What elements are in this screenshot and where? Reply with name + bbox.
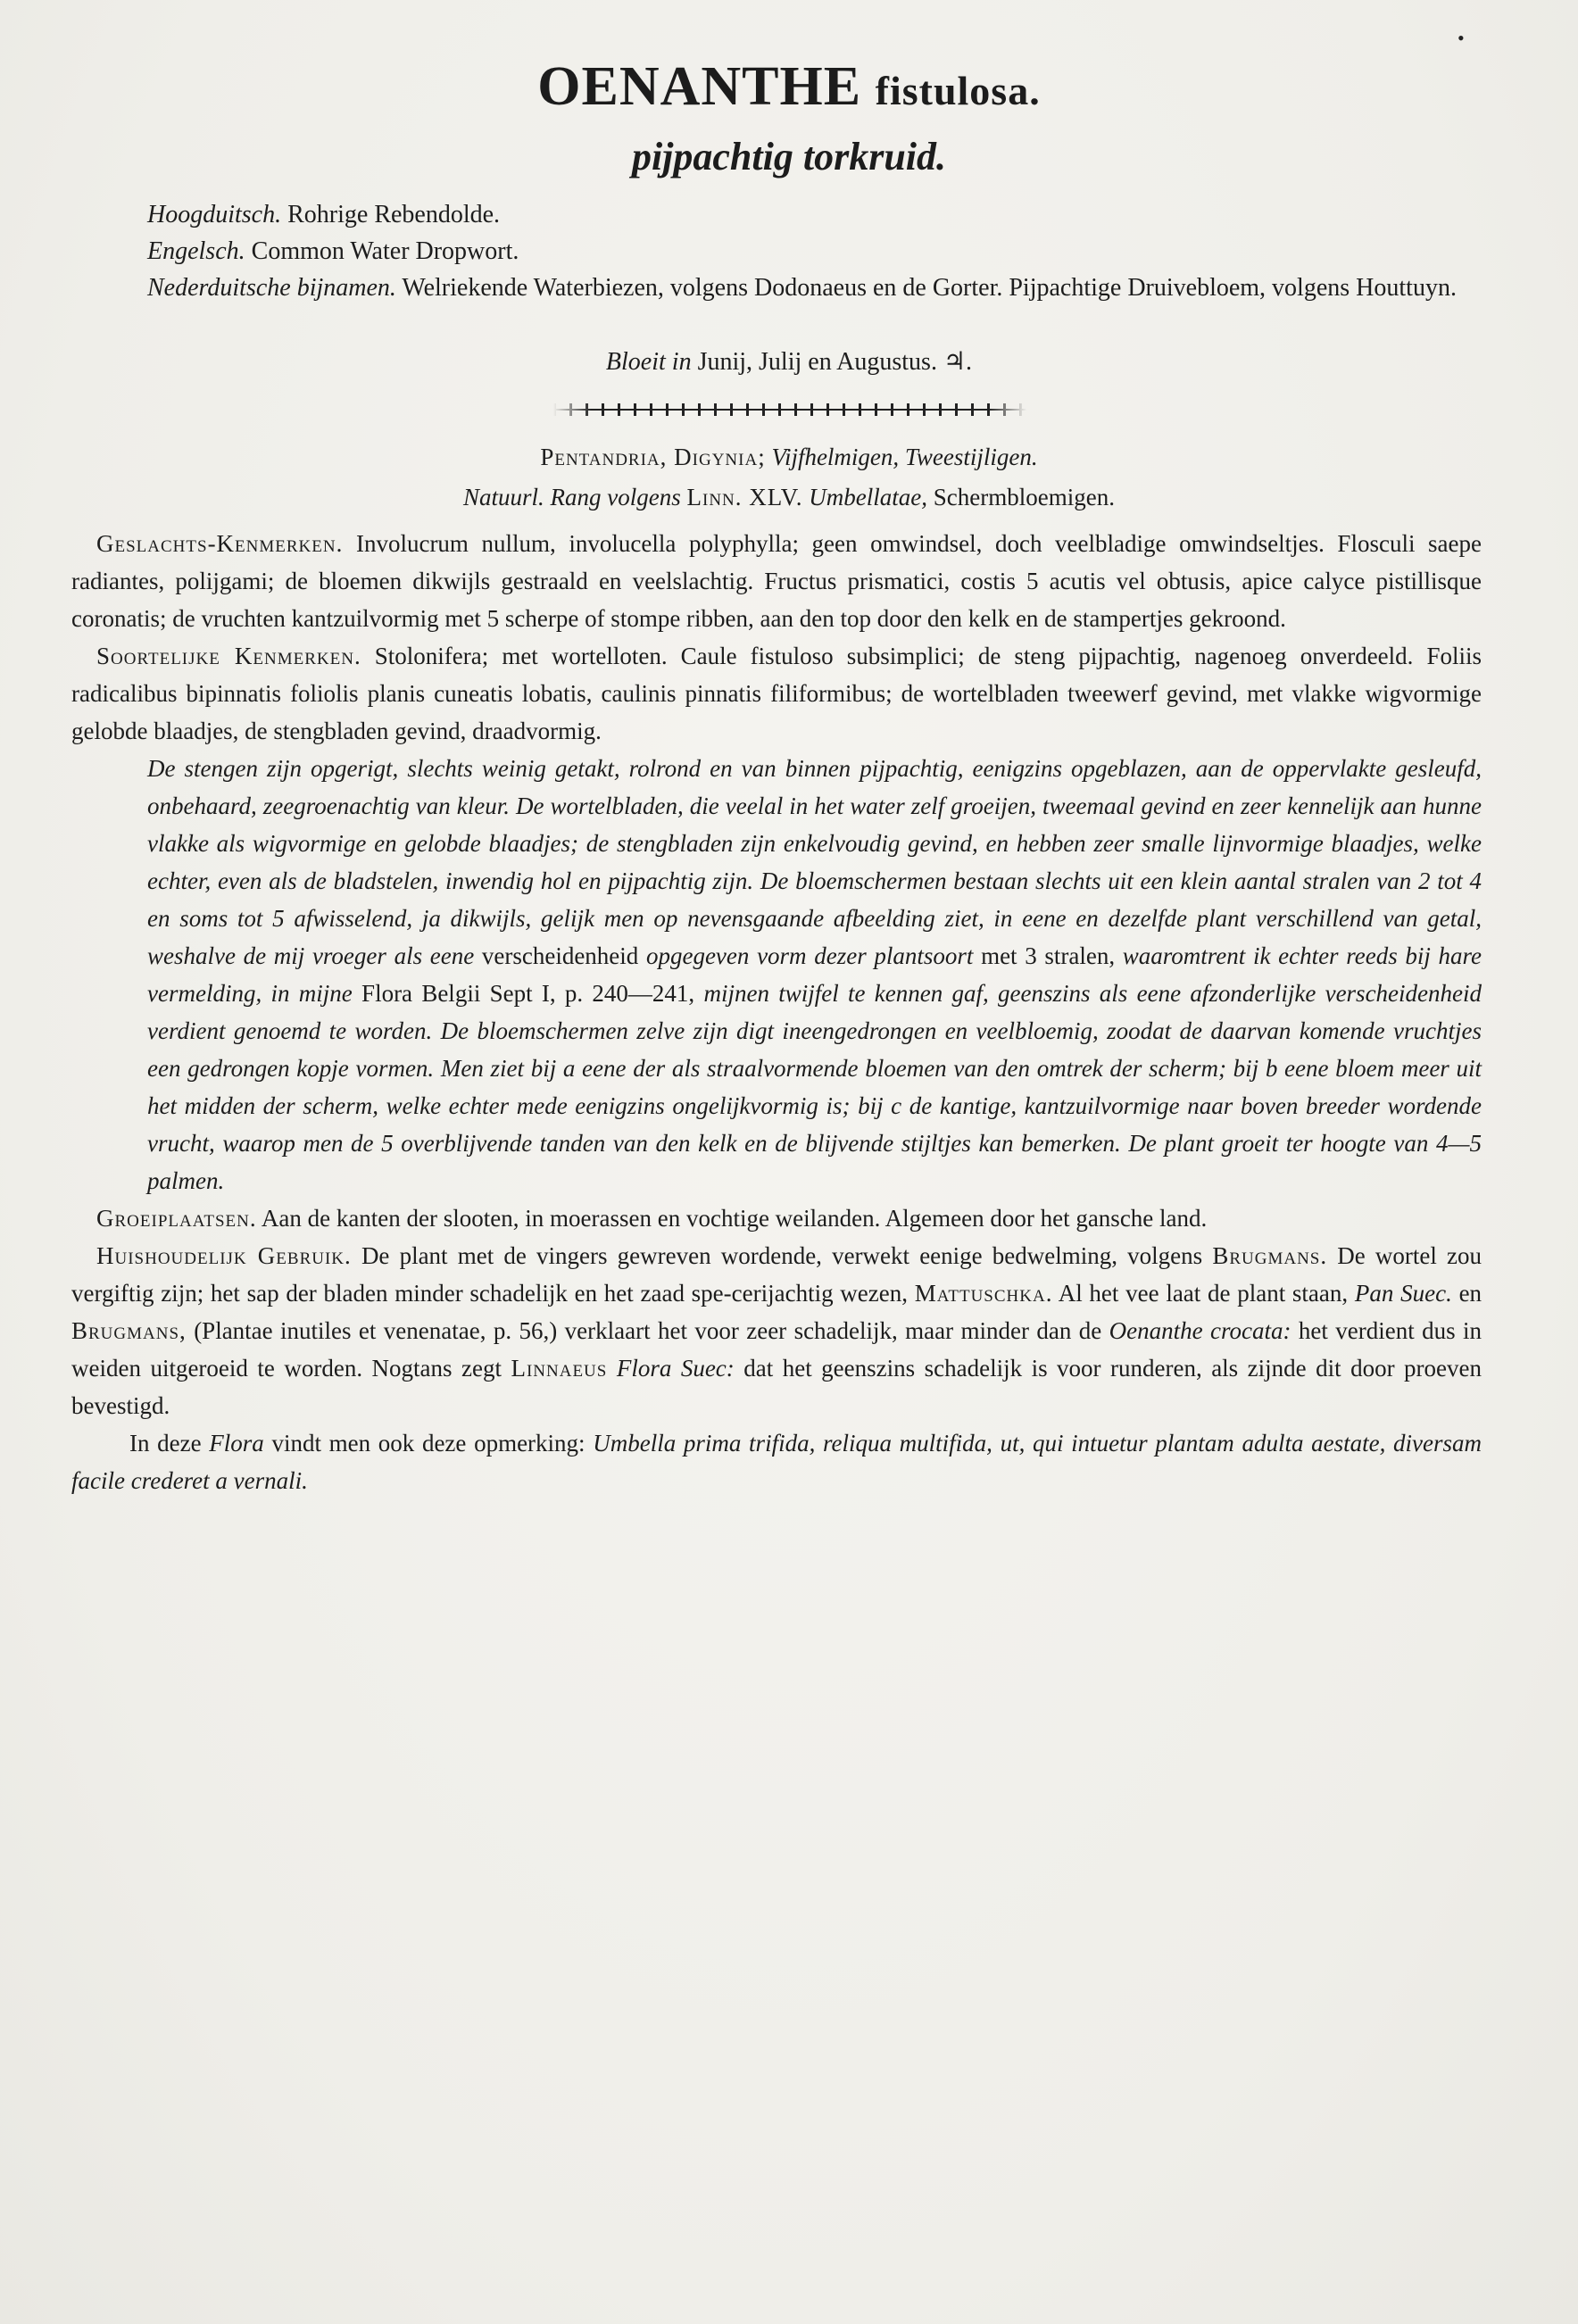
vernacular-names <box>147 196 1468 306</box>
bloom-months: Junij, Julij en Augustus. <box>697 348 937 376</box>
observations-part2: verscheidenheid <box>481 942 639 969</box>
classification-line <box>0 444 1578 471</box>
closing-quote: Umbella prima trifida, reliqua multifida, ut, qui intuetur plantam adulta aestate, diversam facile crederet a vernali. <box>71 1430 1482 1494</box>
order-family-latin: Umbellatae, <box>809 484 928 510</box>
household-use <box>71 1237 1482 1424</box>
household-text: Al het vee laat de plant staan, <box>1058 1280 1349 1307</box>
order-family-dutch: Schermbloemigen. <box>933 484 1115 510</box>
natural-order-line <box>0 484 1578 511</box>
name-row-german <box>147 196 1468 233</box>
closing-note <box>71 1424 1482 1499</box>
household-text: De wortel zou vergiftig zijn; het sap der bladen minder schadelijk en het zaad spe-cerijachtig wezen, <box>71 1242 1482 1307</box>
observations-part3: opgegeven vorm dezer plantsoort <box>645 942 974 969</box>
bloom-prefix: Bloeit in <box>605 348 692 376</box>
household-text: De plant met de vingers gewreven wordende, verwekt eenige bedwelming, volgens <box>361 1242 1203 1269</box>
closing-flora: Flora <box>209 1430 264 1457</box>
page-title <box>0 55 1578 119</box>
author-name: Brugmans, <box>71 1317 187 1344</box>
habitat-label: Groeiplaatsen. <box>96 1205 257 1232</box>
name-row-dutch <box>147 270 1468 306</box>
household-text: (Plantae inutiles et venenatae, p. 56,) verklaart het voor zeer schadelijk, maar minder dan de <box>194 1317 1102 1344</box>
species-characters <box>71 637 1482 750</box>
work-title: Flora Suec: <box>616 1355 735 1382</box>
order-linnaeus: Linn. XLV. <box>686 484 803 510</box>
class-latin: Pentandria, Digynia; <box>540 444 766 470</box>
subtitle: pijpachtig torkruid. <box>631 135 947 178</box>
observations-part5: waaromtrent ik echter reeds bij hare vermelding, in mijne <box>147 942 1482 1007</box>
genus-characters-text: Involucrum nullum, involucella polyphylla; geen omwindsel, doch veelbladige omwindseltjes. Flosculi saepe radiantes, polijgami; de bloemen dikwijls gestraald en veelslachtig. Fructus prismatici, costis 5 acutis vel obtusis, apice calyce pistillisque coronatis; de vruchten kantzuilvormig met 5 scherpe of stompe ribben, aan den top door den kelk en de stampertjes gekroond. <box>71 530 1482 632</box>
genus-characters-label: Geslachts-Kenmerken. <box>96 530 344 557</box>
author-name: Brugmans. <box>1212 1242 1328 1269</box>
species-characters-text: Stolonifera; met wortelloten. Caule fistuloso subsimplici; de steng pijpachtig, nagenoeg onverdeeld. Foliis radicalibus bipinnatis foliolis planis cuneatis lobatis, caulinis pinnatis filiformibus; de wortelbladen tweewerf gevind, met vlakke wigvormige gelobde blaadjes, de stengbladen gevind, draadvormig. <box>71 643 1482 744</box>
order-prefix: Natuurl. Rang volgens <box>463 484 681 510</box>
body-text <box>71 525 1482 1499</box>
title-species: fistulosa. <box>875 68 1041 113</box>
name-value: Common Water Dropwort. <box>251 237 519 265</box>
household-text: het verdient dus in weiden uitgeroeid te worden. Nogtans zegt <box>71 1317 1482 1382</box>
author-name: Linnaeus <box>511 1355 608 1382</box>
name-value: Welriekende Waterbiezen, volgens Dodonaeus en de Gorter. Pijpachtige Druivebloem, volgens Houttuyn. <box>402 274 1457 302</box>
corner-mark: • <box>1458 27 1465 49</box>
household-label: Huishoudelijk Gebruik. <box>96 1242 352 1269</box>
class-dutch: Vijfhelmigen, Tweestijligen. <box>771 444 1038 470</box>
closing-text: In deze <box>129 1430 202 1457</box>
name-label: Hoogduitsch. <box>147 201 282 228</box>
household-text: dat het geenszins schadelijk is voor runderen, als zijnde dit door proeven bevestigd. <box>71 1355 1482 1419</box>
closing-text: vindt men ook deze opmerking: <box>271 1430 586 1457</box>
author-name: Mattuschka. <box>914 1280 1053 1307</box>
genus-characters <box>71 525 1482 637</box>
work-title: Pan Suec. <box>1354 1280 1452 1307</box>
household-text: en <box>1458 1280 1482 1307</box>
title-genus: OENANTHE <box>537 56 862 117</box>
observations <box>71 750 1482 1199</box>
habitat <box>71 1199 1482 1237</box>
name-label: Nederduitsche bijnamen. <box>147 274 396 302</box>
observations-part7: mijnen twijfel te kennen gaf, geenszins als eene afzonderlijke verscheidenheid verdient genoemd te worden. De bloemschermen zelve zijn digt ineengedrongen en veelbloemig, zoodat de daarvan komende vruchtjes een gedrongen kopje vormen. Men ziet bij a eene der als straalvormende bloemen van den omtrek der scherm; bij b eene bloem meer uit het midden der scherm, welke echter mede eenigzins ongelijkvormig is; bij c de kantige, kantzuilvormige naar boven breeder wordende vrucht, waarop men de 5 overblijvende tanden van den kelk en de blijvende stijltjes kan bemerken. De plant groeit ter hoogte van 4—5 palmen. <box>147 980 1482 1194</box>
habitat-text: Aan de kanten der slooten, in moerassen en vochtige weilanden. Algemeen door het gansche land. <box>261 1205 1208 1232</box>
species-characters-label: Soortelijke Kenmerken. <box>96 643 361 669</box>
name-row-english <box>147 233 1468 270</box>
name-value: Rohrige Rebendolde. <box>287 201 501 228</box>
ornamental-rule <box>553 403 1026 416</box>
name-label: Engelsch. <box>147 237 245 265</box>
observations-part4: met 3 stralen, <box>981 942 1116 969</box>
bloom-line <box>0 346 1578 377</box>
perennial-symbol: ♃. <box>943 348 973 376</box>
species-name: Oenanthe crocata: <box>1109 1317 1291 1344</box>
observations-part1: De stengen zijn opgerigt, slechts weinig getakt, rolrond en van binnen pijpachtig, eenigzins opgeblazen, aan de oppervlakte gesleufd, onbehaard, zeegroenachtig van kleur. De wortelbladen, die veelal in het water zelf groeijen, tweemaal gevind en zeer kennelijk aan hunne vlakke als wigvormige en gelobde blaadjes; de stengbladen zijn enkelvoudig gevind, en hebben zeer smalle lijnvormige blaadjes, welke echter, even als de bladstelen, inwendig hol en pijpachtig zijn. De bloemschermen bestaan slechts uit een klein aantal stralen van 2 tot 4 en soms tot 5 afwisselend, ja dikwijls, gelijk men op nevensgaande afbeelding ziet, in eene en dezelfde plant verschillend van getal, weshalve de mij vroeger als eene <box>147 755 1482 969</box>
observations-part6: Flora Belgii Sept I, p. 240—241, <box>361 980 695 1007</box>
